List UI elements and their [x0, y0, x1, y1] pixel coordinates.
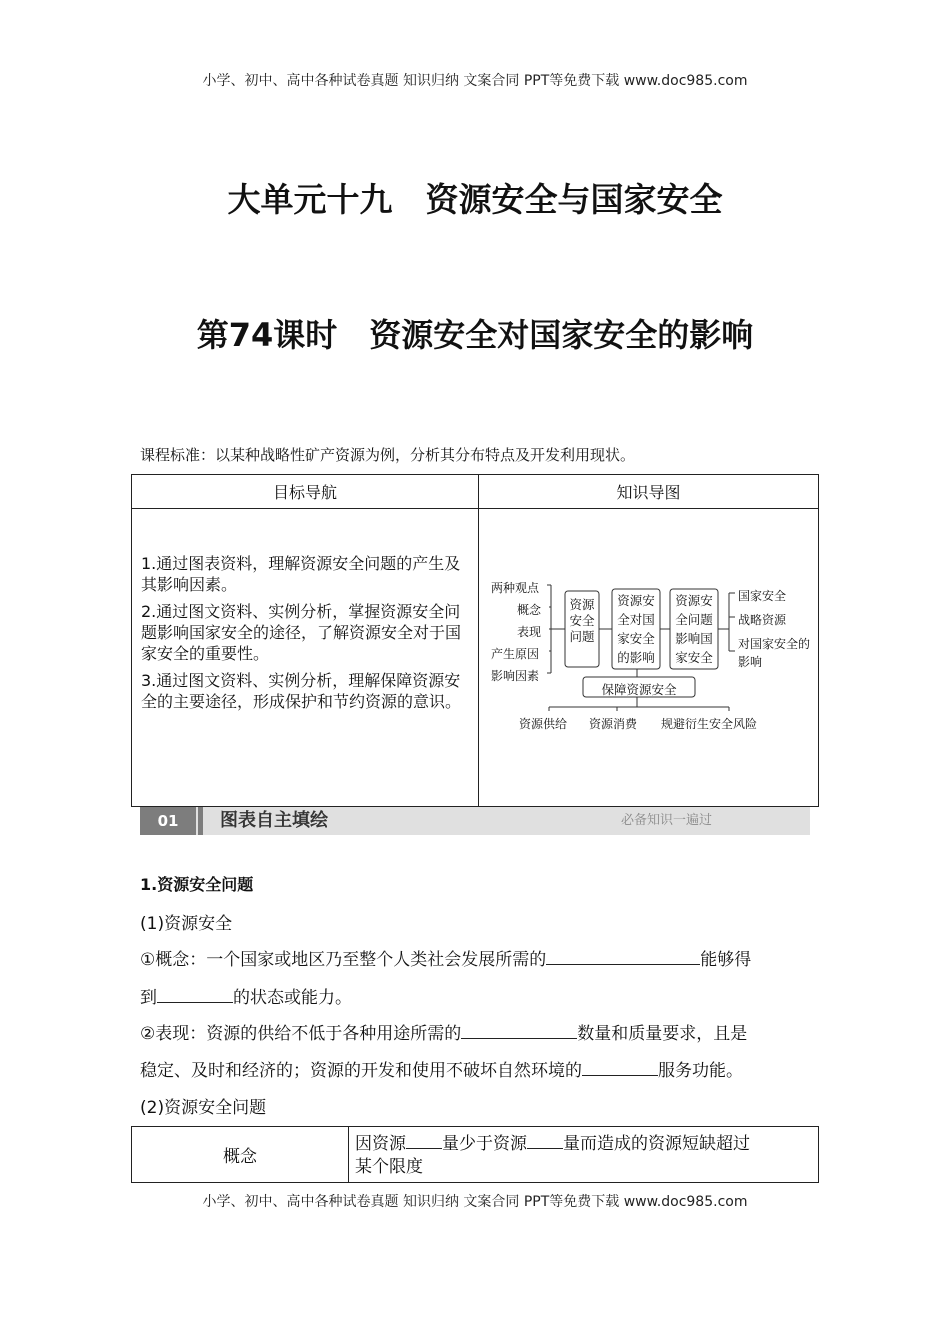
mindmap-bottom-item: 资源供给: [519, 717, 568, 731]
concept-text: 的状态或能力。: [233, 988, 352, 1008]
concept-text: ①概念：一个国家或地区乃至整个人类社会发展所需的: [140, 950, 547, 970]
mindmap-box-issue-impact: 资源安全问题影响国家安全: [675, 593, 713, 665]
fill-blank[interactable]: [406, 1131, 442, 1149]
mindmap-left-item: 表现: [517, 625, 542, 639]
banner-subtitle: 必备知识一遍过: [620, 813, 712, 828]
banner-divider: [198, 807, 203, 835]
mindmap-right-item: 国家安全: [738, 589, 787, 603]
mindmap-left-item: 影响因素: [491, 669, 540, 683]
goal-item: 2.通过图文资料、实例分析，掌握资源安全问题影响国家安全的途径，了解资源安全对于国家安全的重要性。: [141, 602, 462, 663]
mindmap-left-item: 产生原因: [491, 647, 540, 661]
performance-text: ②表现：资源的供给不低于各种用途所需的: [140, 1024, 462, 1044]
concept-text: 能够得: [700, 950, 752, 970]
concept-def-text: 因资源: [355, 1133, 406, 1154]
concept-line: [140, 983, 820, 1008]
unit-title: 大单元十九 资源安全与国家安全: [227, 180, 723, 219]
concept-def-text: 量而造成的资源短缺超过: [563, 1133, 750, 1154]
concept-def-text: 量少于资源: [442, 1133, 527, 1154]
goal-item: 3.通过图文资料、实例分析，理解保障资源安全的主要途径，形成保护和节约资源的意识。: [141, 671, 462, 711]
mindmap-box-impact: 资源安全对国家安全的影响: [617, 593, 655, 665]
mindmap-right-item: 战略资源: [738, 613, 787, 627]
issue-concept-table: [131, 1126, 819, 1183]
goal-item: 1.通过图表资料，理解资源安全问题的产生及其影响因素。: [141, 554, 461, 594]
fill-blank[interactable]: [461, 1021, 577, 1039]
section-banner: [140, 807, 810, 835]
mindmap-bottom-item: 资源消费: [589, 717, 638, 731]
performance-text: 数量和质量要求，且是: [577, 1024, 748, 1044]
performance-line: [140, 1056, 820, 1081]
banner-number: 01: [140, 807, 196, 835]
subsection-heading: (1)资源安全: [140, 914, 233, 934]
concept-label: 概念: [132, 1127, 349, 1183]
goals-cell: [132, 509, 479, 807]
mindmap-header: 知识导图: [479, 475, 819, 509]
section-heading: 1.资源安全问题: [140, 875, 254, 894]
performance-text: 稳定、及时和经济的；资源的开发和使用不破坏自然环境的: [140, 1061, 582, 1081]
goals-header: 目标导航: [132, 475, 479, 509]
fill-blank[interactable]: [582, 1058, 658, 1076]
concept-text: 到: [140, 988, 157, 1008]
fill-blank[interactable]: [157, 985, 233, 1003]
concept-definition: [349, 1127, 819, 1183]
page-header: 小学、初中、高中各种试卷真题 知识归纳 文案合同 PPT等免费下载 www.doc985.com: [202, 73, 748, 89]
fill-blank[interactable]: [546, 947, 700, 965]
page-footer: 小学、初中、高中各种试卷真题 知识归纳 文案合同 PPT等免费下载 www.doc985.com: [202, 1194, 748, 1210]
performance-line: [140, 1019, 820, 1044]
performance-text: 服务功能。: [658, 1061, 743, 1081]
lesson-title: 第74课时 资源安全对国家安全的影响: [196, 316, 754, 354]
goals-mindmap-table: [131, 474, 819, 807]
mindmap-right-item: 对国家安全的影响: [738, 637, 811, 669]
subsection-heading: (2)资源安全问题: [140, 1098, 267, 1118]
mindmap-box-resource-security-issue: 资源安全问题: [569, 597, 595, 644]
mindmap-left-item: 两种观点: [491, 581, 540, 595]
mindmap-left-item: 概念: [517, 603, 542, 617]
banner-title: 图表自主填绘: [220, 810, 328, 831]
mindmap-bottom-box: 保障资源安全: [601, 682, 677, 697]
concept-def-text: 某个限度: [355, 1156, 423, 1177]
mindmap-cell: [479, 509, 819, 807]
fill-blank[interactable]: [527, 1131, 563, 1149]
mindmap-bottom-item: 规避衍生安全风险: [661, 717, 758, 731]
concept-line: [140, 945, 820, 970]
mindmap: [479, 509, 819, 807]
course-standard: 课程标准：以某种战略性矿产资源为例，分析其分布特点及开发利用现状。: [140, 446, 636, 464]
